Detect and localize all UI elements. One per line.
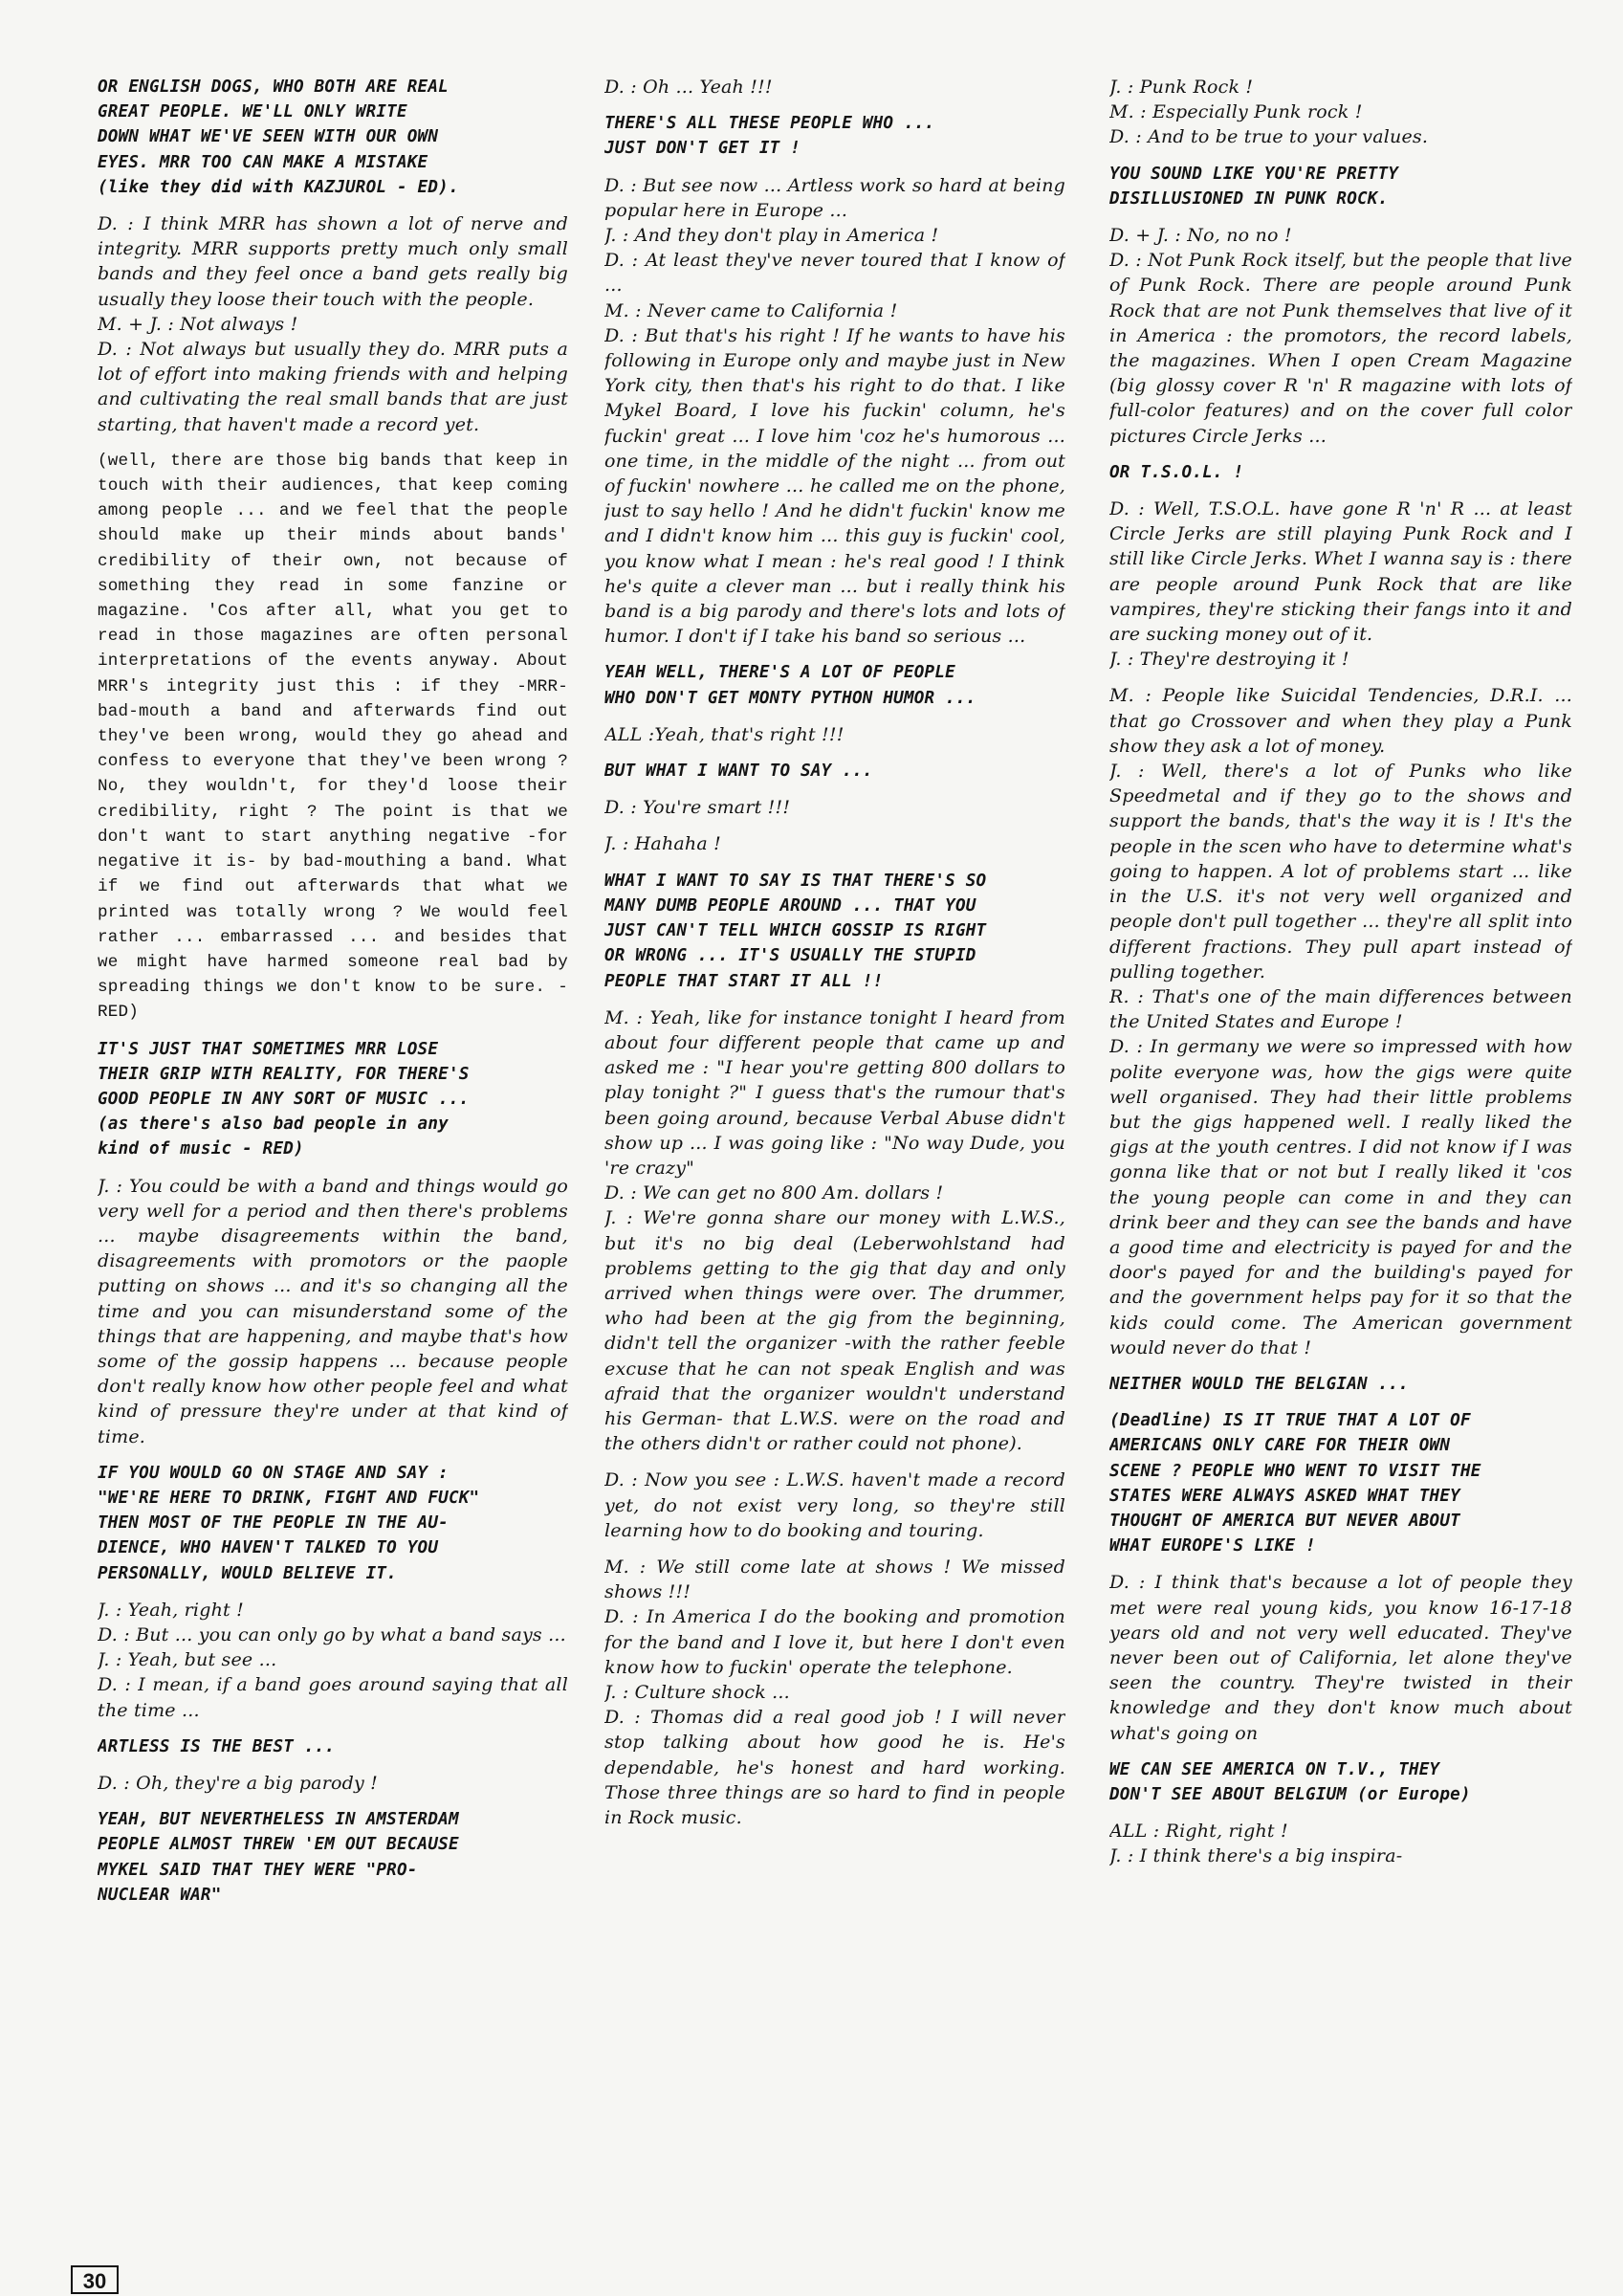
interviewer-paragraph: ARTLESS IS THE BEST ...	[98, 1736, 336, 1756]
interviewer-paragraph: OR ENGLISH DOGS, WHO BOTH ARE REAL GREAT PEOPLE. WE'LL ONLY WRITE DOWN WHAT WE'VE SEEN WITH OUR OWN EYES. MRR TOO CAN MAKE A MISTAKE (like they did with KAZJUROL - ED).	[98, 77, 459, 197]
interviewer-paragraph: WHAT I WANT TO SAY IS THAT THERE'S SO MANY DUMB PEOPLE AROUND ... THAT YOU JUST CAN'T TELL WHICH GOSSIP IS RIGHT OR WRONG ... IT'S USUALLY THE STUPID PEOPLE THAT START IT ALL !!	[604, 871, 987, 991]
interviewer-paragraph: YEAH, BUT NEVERTHELESS IN AMSTERDAM PEOPLE ALMOST THREW 'EM OUT BECAUSE MYKEL SAID THAT THEY WERE "PRO- NUCLEAR WAR"	[98, 1810, 459, 1905]
answer-paragraph: D. : Well, T.S.O.L. have gone R 'n' R ... at least Circle Jerks are still playing Punk Rock and I still like Circle Jerks. Whet I wanna say is : there are people around Punk Rock that are like vampires, they're sticking their fangs into it and are sucking money out of it. J. : They're destroying it !	[1109, 498, 1572, 671]
answer-paragraph: J. : Punk Rock ! M. : Especially Punk rock ! D. : And to be true to your values.	[1109, 77, 1429, 148]
answer-paragraph: D. : Now you see : L.W.S. haven't made a record yet, do not exist very long, so they're still learning how to do booking and touring.	[604, 1469, 1065, 1541]
answer-paragraph: ALL : Right, right ! J. : I think there's a big inspira-	[1109, 1821, 1403, 1867]
interviewer-paragraph: IT'S JUST THAT SOMETIMES MRR LOSE THEIR GRIP WITH REALITY, FOR THERE'S GOOD PEOPLE IN ANY SORT OF MUSIC ... (as there's also bad people in any kind of music - RED)	[98, 1039, 470, 1159]
answer-paragraph: D. : I think that's because a lot of people they met were real young kids, you know 16-17-18 years old and not very well educated. They've never been out of California, let alone they've seen the country. They're twisted in their knowledge and they don't know much about what's going on	[1109, 1572, 1572, 1744]
text-column-right	[1109, 75, 1572, 2246]
answer-paragraph: J. : Yeah, right ! D. : But ... you can only go by what a band says ... J. : Yeah, but see ... D. : I mean, if a band goes around saying that all the time ...	[98, 1599, 568, 1721]
page-number: 30	[71, 2265, 119, 2294]
answer-paragraph: D. : You're smart !!!	[604, 797, 791, 819]
answer-paragraph: D. : I think MRR has shown a lot of nerve and integrity. MRR supports pretty much only small bands and they feel once a band gets really big usually they loose their touch with the people. M. + J. : Not always ! D. : Not always but usually they do. MRR puts a lot of effort into making friends with and helping and cultivating the real small bands that are just starting, that haven't made a record yet.	[98, 213, 568, 435]
interviewer-paragraph: YOU SOUND LIKE YOU'RE PRETTY DISILLUSIONED IN PUNK ROCK.	[1109, 164, 1399, 209]
interviewer-paragraph: NEITHER WOULD THE BELGIAN ...	[1109, 1374, 1409, 1394]
interviewer-paragraph: OR T.S.O.L. !	[1109, 462, 1244, 482]
answer-paragraph: J. : Hahaha !	[604, 833, 721, 855]
interviewer-paragraph: WE CAN SEE AMERICA ON T.V., THEY DON'T SEE ABOUT BELGIUM (or Europe)	[1109, 1759, 1471, 1804]
answer-paragraph: J. : You could be with a band and things would go very well for a period and then there's problems ... maybe disagreements within the band, disagreements with promotors or the paople putting on shows ... and it's so changing all the time and you can misunderstand some of the things that are happening, and maybe that's how some of the gossip happens ... because people don't really know how other people feel and what kind of pressure they're under at that kind of time.	[98, 1175, 568, 1447]
answer-paragraph: D. : Oh, they're a big parody !	[98, 1773, 378, 1794]
editor-note-paragraph: (well, there are those big bands that keep in touch with their audiences, that keep coming among people ... and we feel that the people should make up their minds about bands' credibility of their own, not because of something they read in some fanzine or magazine. 'Cos after all, what you get to read in those magazines are often personal interpretations of the events anyway. About MRR's integrity just this : if they -MRR- bad-mouth a band and afterwards find out they've been wrong, would they go ahead and confess to everyone that they've been wrong ? No, they wouldn't, for they'd loose their credibility, right ? The point is that we don't want to start anything negative -for negative it is- by bad-mouthing a band. What if we find out afterwards that what we printed was totally wrong ? We would feel rather ... embarrassed ... and besides that we might have harmed someone real bad by spreading things we don't know to be sure. - RED)	[98, 451, 568, 1023]
answer-paragraph: D. + J. : No, no no ! D. : Not Punk Rock itself, but the people that live of Punk Rock. There are people around Punk Rock that are not Punk themselves that live of it in America : the promotors, the record labels, the magazines. When I open Cream Magazine (big glossy cover R 'n' R magazine with lots of full-color features) and on the cover full color pictures Circle Jerks ...	[1109, 225, 1572, 447]
answer-paragraph: M. : People like Suicidal Tendencies, D.R.I. ... that go Crossover and when they play a Punk show they ask a lot of money. J. : Well, there's a lot of Punks who like Speedmetal and if they go to the shows and support the bands, that's the way it is ! It's the people in the scen who have to determine what's going to happen. A lot of problems start ... like in the U.S. it's not very well organized and people don't pull together ... they're all split into different fractions. They pull apart instead of pulling together. R. : That's one of the main differences between the United States and Europe ! D. : In germany we were so impressed with how polite everyone was, how the gigs were quite well organised. They had their little problems but the gigs happened well. I really liked the gigs at the youth centres. I did not know if I was gonna like that or not but I really liked it 'cos the young people can come in and they can drink beer and they can see the bands and have a good time and electricity is payed for and the door's payed for and the building's payed for and the government helps pay for it so that the kids could come. The American government would never do that !	[1109, 685, 1572, 1358]
interviewer-paragraph: YEAH WELL, THERE'S A LOT OF PEOPLE WHO DON'T GET MONTY PYTHON HUMOR ...	[604, 663, 976, 708]
answer-paragraph: M. : We still come late at shows ! We missed shows !!! D. : In America I do the booking and promotion for the band and I love it, but here I don't even know how to fuckin' operate the telephone. J. : Culture shock ... D. : Thomas did a real good job ! I will never stop talking about how good he is. He's dependable, he's honest and hard working. Those three things are so hard to find in people in Rock music.	[604, 1556, 1065, 1828]
interviewer-paragraph: (Deadline) IS IT TRUE THAT A LOT OF AMERICANS ONLY CARE FOR THEIR OWN SCENE ? PEOPLE WHO WENT TO VISIT THE STATES WERE ALWAYS ASKED WHAT THEY THOUGHT OF AMERICA BUT NEVER ABOUT WHAT EUROPE'S LIKE !	[1109, 1411, 1481, 1556]
interviewer-paragraph: IF YOU WOULD GO ON STAGE AND SAY : "WE'RE HERE TO DRINK, FIGHT AND FUCK" THEN MOST OF THE PEOPLE IN THE AU- DIENCE, WHO HAVEN'T TALKED TO YOU PERSONALLY, WOULD BELIEVE IT.	[98, 1463, 480, 1583]
text-column-middle	[604, 75, 1065, 2246]
answer-paragraph: ALL :Yeah, that's right !!!	[604, 723, 844, 745]
answer-paragraph: D. : But see now ... Artless work so hard at being popular here in Europe ... J. : And they don't play in America ! D. : At least they've never toured that I know of ... M. : Never came to California ! D. : But that's his right ! If he wants to have his following in Europe only and maybe just in New York city, then that's his right to do that. I like Mykel Board, I love his fuckin' column, he's fuckin' great ... I love him 'coz he's humorous ... one time, in the middle of the night ... from out of fuckin' nowhere ... he called me on the phone, just to say hello ! And he didn't fuckin' know me and I didn't know him ... this guy is fuckin' cool, you know what I mean : he's real good ! I think he's quite a clever man ... but i really think his band is a big parody and there's lots and lots of humor. I don't if I take his band so serious ...	[604, 174, 1065, 648]
interviewer-paragraph: THERE'S ALL THESE PEOPLE WHO ... JUST DON'T GET IT !	[604, 114, 935, 159]
answer-paragraph: D. : Oh ... Yeah !!!	[604, 77, 773, 98]
answer-paragraph: M. : Yeah, like for instance tonight I heard from about four different people that came up and asked me : "I hear you're getting 800 dollars to play tonight ?" I guess that's the rumour that's been going around, because Verbal Abuse didn't show up ... I was going like : "No way Dude, you 're crazy" D. : We can get no 800 Am. dollars ! J. : We're gonna share our money with L.W.S., but it's no big deal (Leberwohlstand had problems getting to the gig that day and only arrived when things were over. The drummer, who had been at the gig from the beginning, didn't tell the organizer -with the rather feeble excuse that he can not speak English and was afraid that the organizer wouldn't understand his German- that L.W.S. were on the road and the others didn't or rather could not phone).	[604, 1006, 1065, 1455]
interviewer-paragraph: BUT WHAT I WANT TO SAY ...	[604, 762, 873, 782]
text-column-left	[98, 75, 568, 2246]
